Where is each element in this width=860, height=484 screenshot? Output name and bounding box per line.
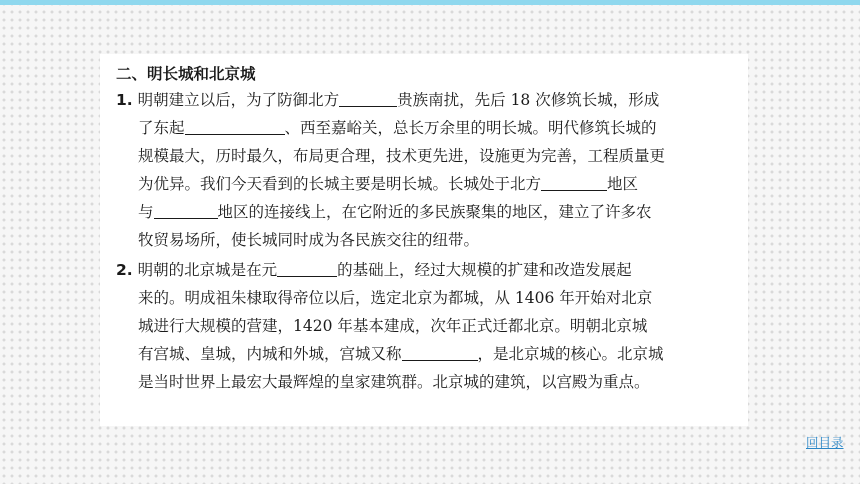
q1-text-4b: 地区: [607, 175, 639, 193]
content-card: [100, 54, 748, 426]
q2-line-5: 是当时世界上最宏大最辉煌的皇家建筑群。北京城的建筑，以宫殿为重点。: [138, 373, 650, 391]
fill-blank-5[interactable]: [277, 259, 337, 277]
q2-text-4b: ，是北京城的核心。北京城: [477, 345, 664, 363]
q1-line-3: 规模最大，历时最久，布局更合理，技术更先进，设施更为完善，工程质量更: [138, 147, 666, 165]
q2-text-1a: 明朝的北京城是在元: [137, 261, 278, 279]
return-to-contents-link[interactable]: 回目录: [806, 435, 844, 450]
q1-text-1a: 明朝建立以后，为了防御北方: [137, 91, 340, 109]
fill-blank-6[interactable]: [402, 343, 478, 361]
fill-blank-4[interactable]: [154, 201, 218, 219]
top-accent-bar: [0, 0, 860, 5]
q1-text-5a: 与: [138, 203, 154, 221]
question-number-1: 1.: [116, 91, 133, 109]
fill-blank-3[interactable]: [541, 173, 607, 191]
q1-line-2: [138, 116, 657, 140]
q1-line-4: [138, 172, 638, 196]
section-title: 二、明长城和北京城: [116, 65, 256, 83]
fill-blank-2[interactable]: [185, 117, 285, 135]
q1-text-4a: 为优异。我们今天看到的长城主要是明长城。长城处于北方: [138, 175, 542, 193]
q2-line-1: [116, 258, 632, 282]
q2-text-1b: 的基础上，经过大规模的扩建和改造发展起: [337, 261, 632, 279]
q1-text-1b: 贵族南扰，先后 18 次修筑长城，形成: [397, 91, 660, 109]
fill-blank-1[interactable]: [339, 89, 397, 107]
q2-line-3: 城进行大规模的营建，1420 年基本建成，次年正式迁都北京。明朝北京城: [138, 317, 648, 335]
q1-text-5b: 地区的连接线上，在它附近的多民族聚集的地区，建立了许多农: [217, 203, 652, 221]
q2-text-4a: 有宫城、皇城，内城和外城，宫城又称: [138, 345, 402, 363]
q1-line-6: 牧贸易场所，使长城同时成为各民族交往的纽带。: [138, 231, 480, 249]
q1-line-5: [138, 200, 652, 224]
q1-text-2a: 了东起: [138, 119, 185, 137]
q2-line-2: 来的。明成祖朱棣取得帝位以后，选定北京为都城，从 1406 年开始对北京: [138, 289, 653, 307]
q1-line-1: [116, 88, 659, 112]
q2-line-4: [138, 342, 664, 366]
question-number-2: 2.: [116, 261, 133, 279]
q1-text-2b: 、西至嘉峪关，总长万余里的明长城。明代修筑长城的: [284, 119, 657, 137]
